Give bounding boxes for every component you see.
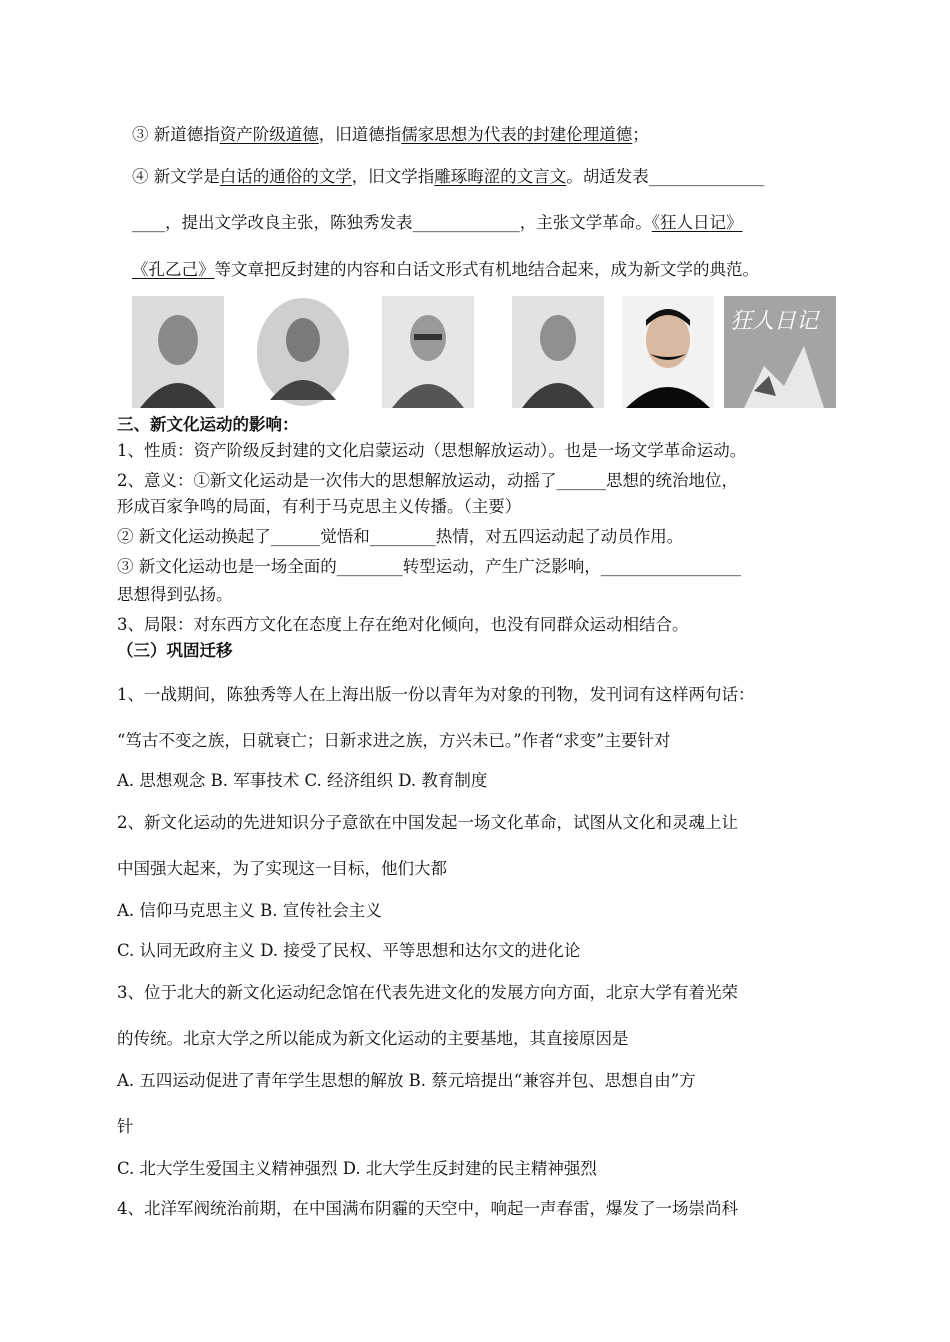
portrait-photo [254, 296, 352, 408]
paragraph-point-2: ② 新文化运动换起了______觉悟和________热情，对五四运动起了动员作用。 [117, 527, 684, 546]
book-cover-image [724, 296, 836, 408]
portrait-photo [512, 296, 604, 408]
paragraph-significance: 2、意义：①新文化运动是一次伟大的思想解放运动，动摇了______思想的统治地位， [117, 471, 738, 490]
paragraph-point-3-cont: 思想得到弘扬。 [117, 585, 233, 604]
line-new-morality: ③ 新道德指资产阶级道德，旧道德指儒家思想为代表的封建伦理道德； [132, 125, 649, 144]
portrait-photo [132, 296, 224, 408]
question-1-options: A. 思想观念 B. 军事技术 C. 经济组织 D. 教育制度 [117, 771, 488, 790]
portrait-icon [512, 296, 604, 408]
question-1: 1、一战期间，陈独秀等人在上海出版一份以青年为对象的刊物，发刊词有这样两句话： [117, 685, 755, 704]
question-2-cont: 中国强大起来，为了实现这一目标，他们大都 [117, 859, 447, 878]
question-3-options-cd: C. 北大学生爱国主义精神强烈 D. 北大学生反封建的民主精神强烈 [117, 1159, 597, 1178]
question-3: 3、位于北大的新文化运动纪念馆在代表先进文化的发展方向方面，北京大学有着光荣 [117, 983, 738, 1002]
question-3-options-ab-cont: 针 [117, 1117, 134, 1136]
question-3-cont: 的传统。北京大学之所以能成为新文化运动的主要基地，其直接原因是 [117, 1029, 629, 1048]
portrait-photo [382, 296, 474, 408]
paragraph-nature: 1、性质：资产阶级反封建的文化启蒙运动（思想解放运动）。也是一场文学革命运动。 [117, 441, 747, 460]
portrait-strip [132, 296, 836, 408]
question-1-quote: “笃古不变之族，日就衰亡；日新求进之族，方兴未已。”作者“求变”主要针对 [117, 731, 671, 750]
question-2-options-ab: A. 信仰马克思主义 B. 宣传社会主义 [117, 901, 382, 920]
section-heading-influence: 三、新文化运动的影响： [117, 415, 299, 434]
line-literature-model: 《孔乙己》等文章把反封建的内容和白话文形式有机地结合起来，成为新文学的典范。 [132, 260, 759, 279]
paragraph-significance-cont: 形成百家争鸣的局面，有利于马克思主义传播。（主要） [117, 497, 522, 516]
book-cover-title: 狂人日记 [730, 309, 819, 334]
portrait-icon [382, 296, 474, 408]
question-2-options-cd: C. 认同无政府主义 D. 接受了民权、平等思想和达尔文的进化论 [117, 941, 581, 960]
question-2: 2、新文化运动的先进知识分子意欲在中国发起一场文化革命，试图从文化和灵魂上让 [117, 813, 738, 832]
line-new-literature: ④ 新文学是白话的通俗的文学，旧文学指雕琢晦涩的文言文。胡适发表______________ [132, 167, 765, 186]
line-literature-reform: ____，提出文学改良主张，陈独秀发表_____________，主张文学革命。《狂人日记》 [132, 213, 743, 232]
portrait-photo [622, 296, 714, 408]
section-heading-practice: （三）巩固迁移 [117, 641, 233, 660]
paragraph-limitation: 3、局限：对东西方文化在态度上存在绝对化倾向，也没有同群众运动相结合。 [117, 615, 689, 634]
paragraph-point-3: ③ 新文化运动也是一场全面的________转型运动，产生广泛影响，_________________ [117, 557, 741, 576]
question-3-options-ab: A. 五四运动促进了青年学生思想的解放 B. 蔡元培提出“兼容并包、思想自由”方 [117, 1071, 696, 1090]
portrait-icon [254, 296, 352, 408]
question-4: 4、北洋军阀统治前期，在中国满布阴霾的天空中，响起一声春雷，爆发了一场崇尚科 [117, 1199, 738, 1218]
portrait-icon [622, 296, 714, 408]
portrait-icon [132, 296, 224, 408]
